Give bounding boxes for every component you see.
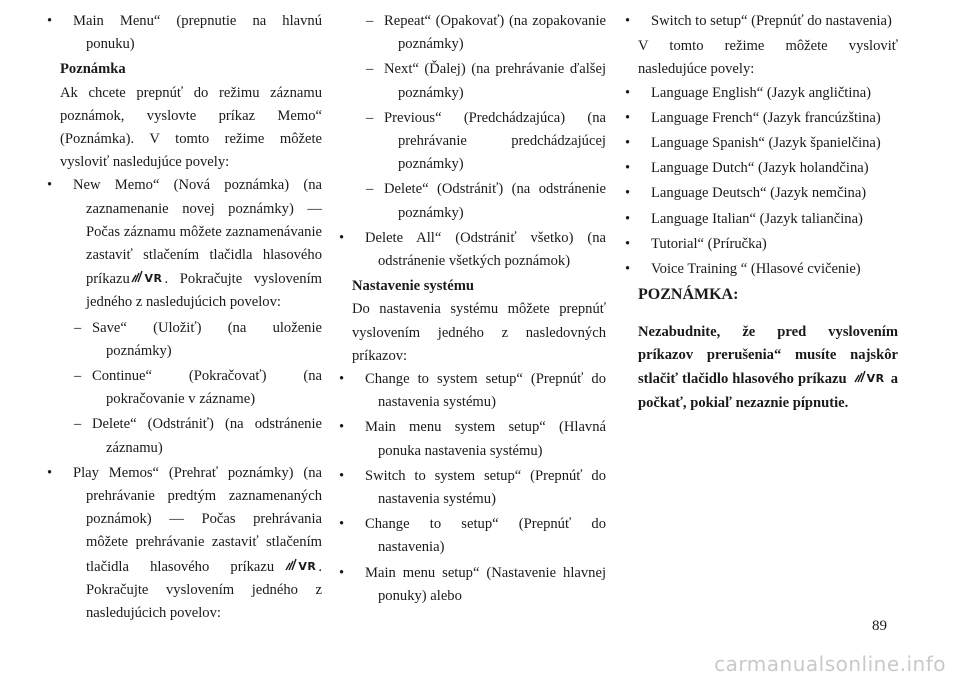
- section-title: Nastavenie systému: [352, 278, 475, 295]
- list-item: • Language Dutch“ (Jazyk holandčina): [638, 157, 898, 180]
- dash-item: – Continue“ (Pokračovať) (na pokračovanie v zázname): [74, 368, 322, 408]
- list-item-text: Play Memos“ (Prehrať poznámky) (na prehrávanie predtým zaznamenaných poznámok) — Počas prehrávania môžete prehrávanie zastaviť stlačením tlačidla hlasového príkazu: [73, 464, 322, 575]
- dash-item: – Save“ (Uložiť) (na uloženie poznámky): [74, 319, 322, 359]
- page-number: 89: [872, 618, 887, 634]
- list-item: • Main menu setup“ (Nastavenie hlavnej ponuky) alebo: [352, 562, 606, 608]
- list-item: • Main Menu“ (prepnutie na hlavnú ponuku): [60, 10, 322, 56]
- paragraph: Do nastavenia systému môžete prepnúť vyslovením jedného z nasledovných príkazov:: [352, 301, 606, 364]
- list-item: [60, 174, 322, 314]
- list-item: • Language English“ (Jazyk angličtina): [638, 82, 898, 105]
- list-item: • Switch to setup“ (Prepnúť do nastavenia): [638, 10, 898, 33]
- voice-recognition-icon: VR: [853, 367, 885, 390]
- dash-item: – Previous“ (Predchádzajúca) (na prehrávanie predchádzajúcej poznámky): [366, 109, 606, 173]
- voice-recognition-icon: VR: [143, 267, 162, 290]
- column-middle: [352, 10, 606, 610]
- section-title: Poznámka: [60, 61, 126, 78]
- dash-item: – Delete“ (Odstrániť) (na odstránenie poznámky): [366, 181, 606, 221]
- voice-recognition-icon: VR: [297, 555, 316, 578]
- list-item: • Language Spanish“ (Jazyk španielčina): [638, 132, 898, 155]
- watermark: carmanualsonline.info: [714, 652, 946, 676]
- list-item: • Language Deutsch“ (Jazyk nemčina): [638, 182, 898, 205]
- paragraph: V tomto režime môžete vysloviť nasledujúce povely:: [638, 38, 898, 78]
- column-right: [638, 10, 898, 429]
- list-item: • Main menu system setup“ (Hlavná ponuka nastavenia systému): [352, 416, 606, 462]
- list-item: • Delete All“ (Odstrániť všetko) (na odstránenie všetkých poznámok): [352, 227, 606, 273]
- list-item-text: . Pokračujte vyslovením jedného z nasledujúcich povelov:: [86, 558, 322, 622]
- list-item: • Language French“ (Jazyk francúzština): [638, 107, 898, 130]
- list-item: • Switch to system setup“ (Prepnúť do nastavenia systému): [352, 465, 606, 511]
- list-item: [60, 462, 322, 625]
- list-item: • Tutorial“ (Príručka): [638, 233, 898, 256]
- column-left: [60, 10, 322, 627]
- paragraph: Ak chcete prepnúť do režimu záznamu poznámok, vyslovte príkaz Memo“ (Poznámka). V tomto režime môžete vysloviť nasledujúce povely:: [60, 84, 322, 171]
- list-item-text: New Memo“ (Nová poznámka) (na zaznamenanie novej poznámky) — Počas záznamu môžete zaznamenávanie zastaviť stlačením tlačidla hlasového príkazu: [73, 177, 322, 288]
- dash-item: – Delete“ (Odstrániť) (na odstránenie záznamu): [74, 416, 322, 456]
- list-item: • Change to system setup“ (Prepnúť do nastavenia systému): [352, 368, 606, 414]
- list-item: • Change to setup“ (Prepnúť do nastavenia): [352, 513, 606, 559]
- list-item: • Language Italian“ (Jazyk taliančina): [638, 208, 898, 231]
- list-item: • Voice Training “ (Hlasové cvičenie): [638, 258, 898, 281]
- dash-item: – Next“ (Ďalej) (na prehrávanie ďalšej poznámky): [366, 61, 606, 101]
- dash-item: – Repeat“ (Opakovať) (na zopakovanie poznámky): [366, 13, 606, 53]
- note-text: Nezabudnite, že pred vyslovením príkazov prerušenia“ musíte najskôr stlačiť tlačidlo hlasového príkazu VR a počkať, pokiaľ nezaznie pípnutie.: [638, 324, 898, 411]
- list-item-text: . Pokračujte vyslovením jedného z nasledujúcich povelov:: [86, 271, 322, 311]
- note-heading: POZNÁMKA:: [638, 286, 739, 304]
